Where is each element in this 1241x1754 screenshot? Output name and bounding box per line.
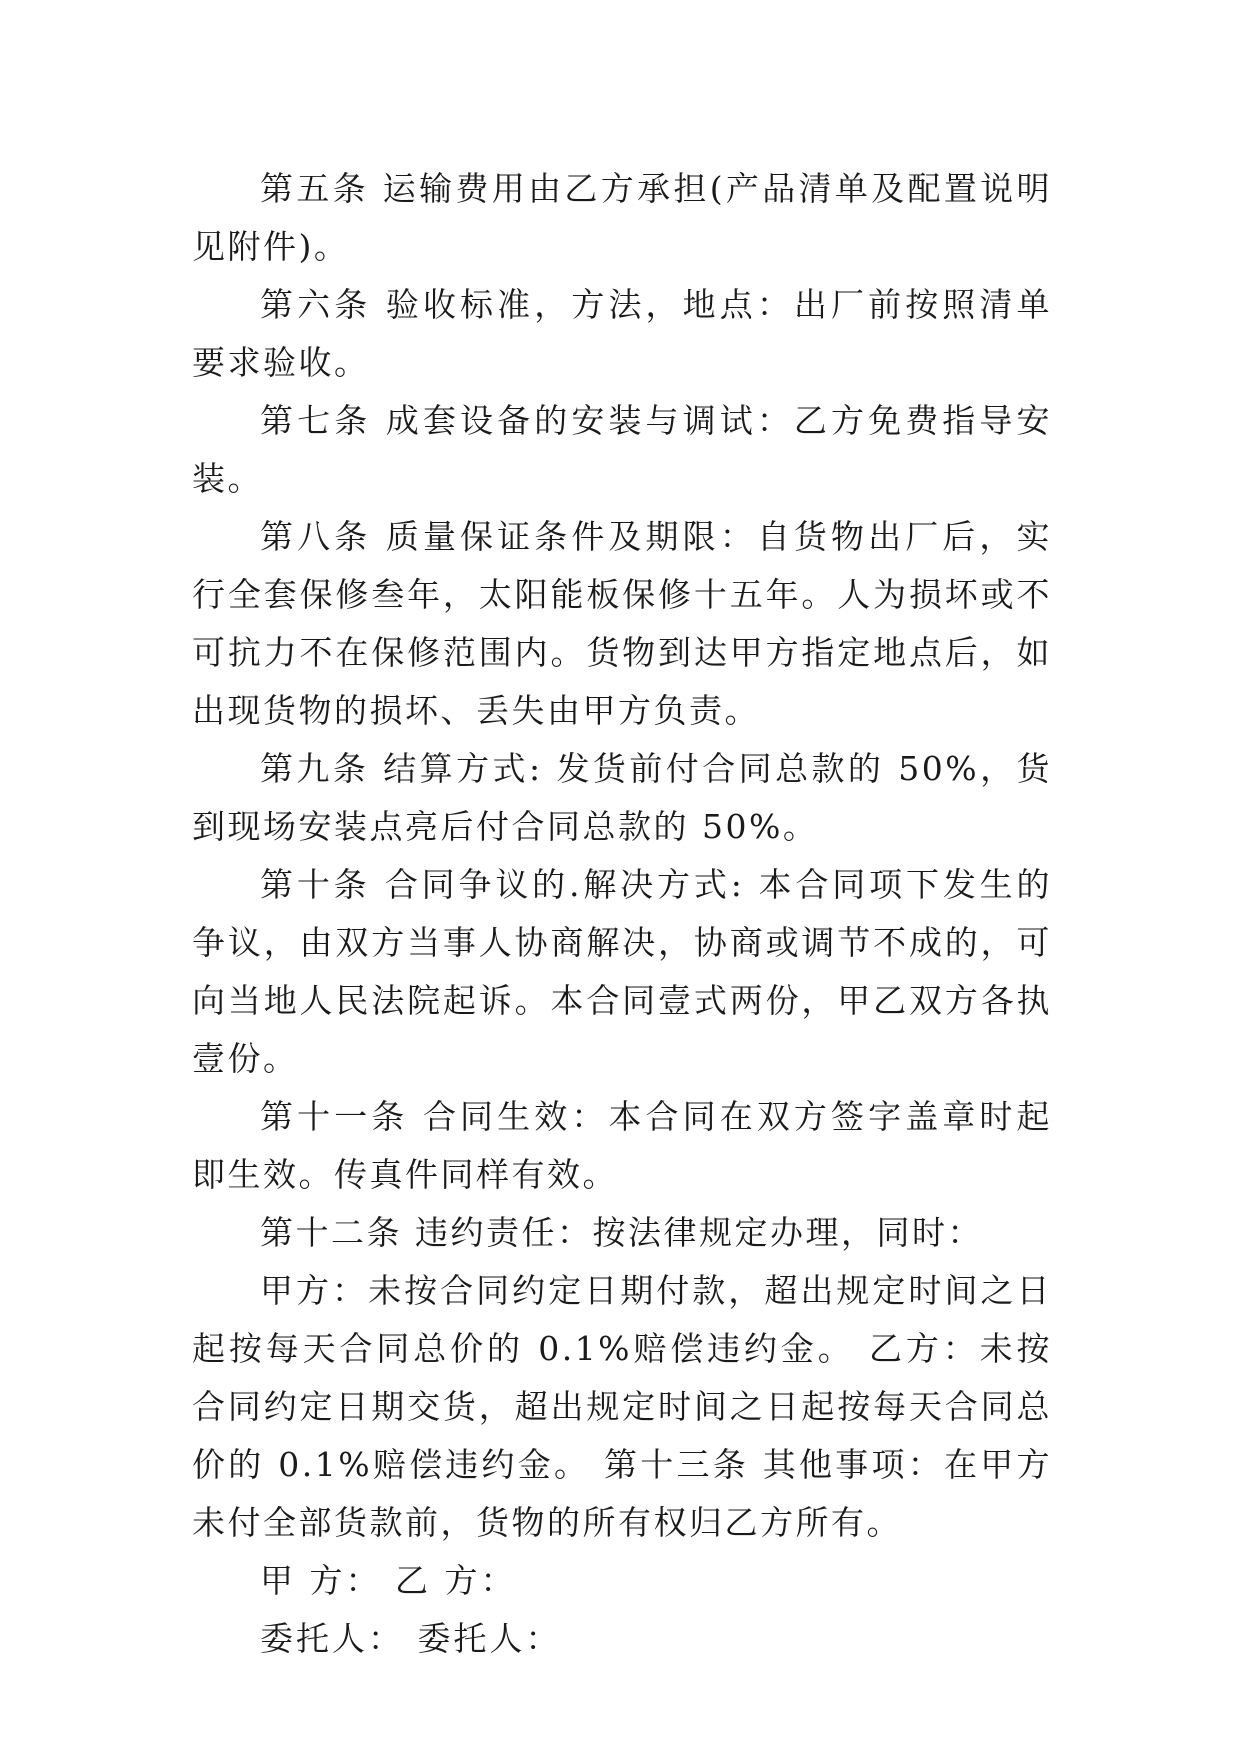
signature-party-line: 甲 方： 乙 方： — [260, 1561, 517, 1600]
clause-11: 第十一条 合同生效：本合同在双方签字盖章时起即生效。传真件同样有效。 — [192, 1097, 1052, 1194]
clause-5: 第五条 运输费用由乙方承担(产品清单及配置说明见附件)。 — [192, 169, 1052, 266]
clause-6: 第六条 验收标准，方法，地点：出厂前按照清单要求验收。 — [192, 285, 1052, 382]
clause-8: 第八条 质量保证条件及期限：自货物出厂后，实行全套保修叁年，太阳能板保修十五年。人为损坏或不可抗力不在保修范围内。货物到达甲方指定地点后，如出现货物的损坏、丢失由甲方负责。 — [192, 517, 1052, 730]
document-body — [192, 160, 1052, 1668]
clause-9: 第九条 结算方式: 发货前付合同总款的 50%，货到现场安装点亮后付合同总款的 50%。 — [192, 749, 1052, 846]
clause-12-details: 甲方：未按合同约定日期付款，超出规定时间之日起按每天合同总价的 0.1%赔偿违约金。 乙方：未按合同约定日期交货，超出规定时间之日起按每天合同总价的 0.1%赔偿违约金。 第十三条 其他事项：在甲方未付全部货款前，货物的所有权归乙方所有。 — [192, 1271, 1052, 1542]
clause-7: 第七条 成套设备的安装与调试：乙方免费指导安装。 — [192, 401, 1052, 498]
clause-10: 第十条 合同争议的.解决方式: 本合同项下发生的争议，由双方当事人协商解决，协商或调节不成的，可向当地人民法院起诉。本合同壹式两份，甲乙双方各执壹份。 — [192, 865, 1052, 1078]
signature-delegate-line: 委托人： 委托人： — [260, 1619, 562, 1658]
clause-12: 第十二条 违约责任：按法律规定办理，同时： — [260, 1213, 983, 1252]
